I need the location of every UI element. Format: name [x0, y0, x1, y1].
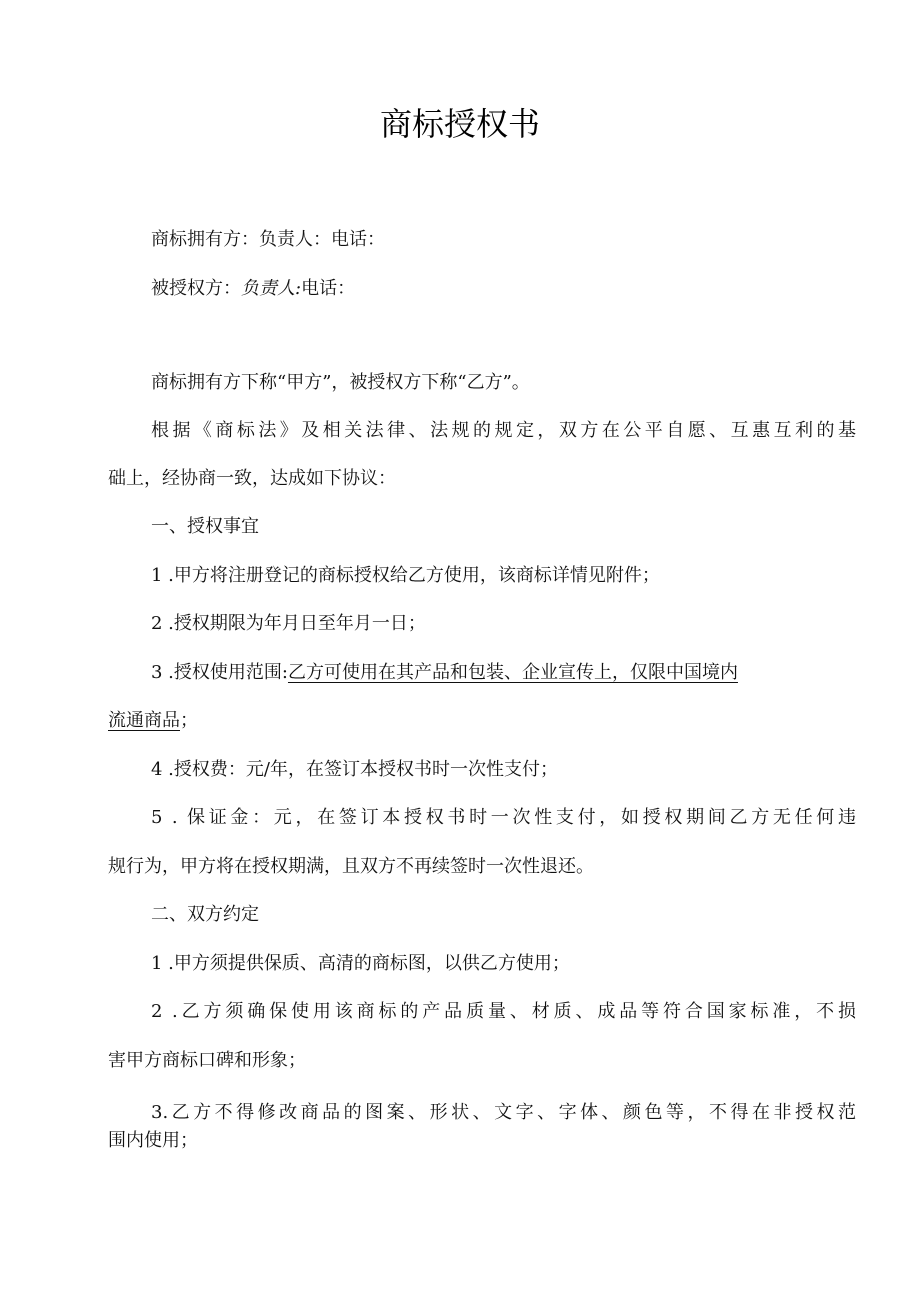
- section1-heading: 一、授权事宜: [151, 516, 259, 537]
- section2-heading: 二、双方约定: [151, 904, 259, 925]
- section1-item-2: 2 .授权期限为年月日至年月一日；: [151, 613, 426, 634]
- section2-item-3-line-1: 3.乙方不得修改商品的图案、形状、文字、字体、颜色等，不得在非授权范: [151, 1102, 856, 1123]
- owner-line: 商标拥有方：负责人：电话：: [151, 229, 385, 250]
- section2-item-2-line-2: 害甲方商标口碑和形象；: [108, 1050, 306, 1071]
- licensee-line: [108, 277, 856, 301]
- section1-item-4: 4 .授权费：元/年，在签订本授权书时一次性支付；: [151, 759, 558, 780]
- section1-item-3-prefix: 3 .授权使用范围:: [151, 662, 288, 683]
- section1-item-3-scope-cont: 流通商品: [108, 710, 180, 731]
- licensee-phone-label: 电话：: [301, 278, 356, 299]
- licensee-prefix: 被授权方：: [151, 278, 241, 299]
- licensee-contact-label: 负责人:: [241, 278, 302, 299]
- section1-item-1: 1 .甲方将注册登记的商标授权给乙方使用，该商标详情见附件；: [151, 565, 660, 586]
- document-title: 商标授权书: [379, 105, 540, 143]
- section1-item-3: [108, 661, 856, 685]
- section2-item-3-line-2: 围内使用；: [108, 1130, 198, 1151]
- basis-line-2: 础上，经协商一致，达成如下协议：: [108, 468, 396, 489]
- section1-item-5-line-1: 5 . 保证金：元，在签订本授权书时一次性支付，如授权期间乙方无任何违: [151, 807, 856, 828]
- section1-item-5-line-2: 规行为，甲方将在授权期满，且双方不再续签时一次性退还。: [108, 856, 594, 877]
- basis-line-1: 根据《商标法》及相关法律、法规的规定，双方在公平自愿、互惠互利的基: [151, 420, 856, 441]
- section2-item-1: 1 .甲方须提供保质、高清的商标图，以供乙方使用；: [151, 953, 570, 974]
- party-definition: 商标拥有方下称“甲方”，被授权方下称“乙方”。: [151, 372, 530, 393]
- section2-item-2-line-1: 2 .乙方须确保使用该商标的产品质量、材质、成品等符合国家标准，不损: [151, 1001, 856, 1022]
- section1-item-3-end: ；: [180, 710, 198, 731]
- section1-item-3-cont: [108, 709, 813, 733]
- section1-item-3-scope: 乙方可使用在其产品和包装、企业宣传上，仅限中国境内: [287, 662, 738, 683]
